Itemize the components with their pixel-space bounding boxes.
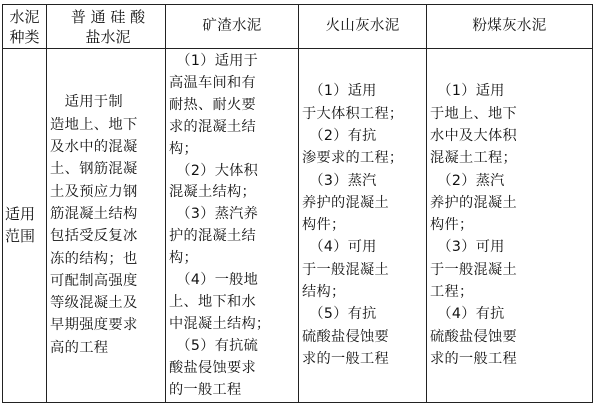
slag-usage-cell xyxy=(166,49,299,403)
portland-usage-cell xyxy=(47,49,166,403)
pozzolan-usage-cell xyxy=(299,49,427,403)
header-pozzolan xyxy=(299,5,427,49)
header-slag xyxy=(166,5,299,49)
flyash-usage-cell xyxy=(427,49,593,403)
pozzolan-usage-text: （1）适用 于大体积工程； （2）有抗 渗要求的工程； （3）蒸汽 养护的混凝土 构件； （4）可用 于一般混凝土 结构； （5）有抗 硫酸盐侵蚀要 求的一般工程 xyxy=(302,83,404,367)
header-portland xyxy=(47,5,166,49)
header-cement-type-label: 水泥 种类 xyxy=(9,7,40,46)
header-portland-label: 普 通 硅 酸 盐水泥 xyxy=(70,7,146,46)
cement-comparison-table xyxy=(2,4,593,403)
table-row-application xyxy=(3,49,593,403)
flyash-usage-text: （1）适用 于地上、地下 水中及大体积 混凝土工程； （2）蒸汽 养护的混凝土 构件； （3）可用 于一般混凝土 工程； （4）有抗 硫酸盐侵蚀要 求的一般工程 xyxy=(430,83,517,367)
header-slag-label: 矿渣水泥 xyxy=(202,18,262,35)
header-pozzolan-label: 火山灰水泥 xyxy=(325,18,400,35)
row-label-application: 适用 范围 xyxy=(5,205,36,246)
header-flyash-label: 粉煤灰水泥 xyxy=(472,18,547,35)
header-flyash xyxy=(427,5,593,49)
portland-usage-text: 适用于制 造地上、地下 及水中的混凝 土、钢筋混凝 土及预应力钢 筋混凝土结构 包括受反复冰 冻的结构；也 可配制高强度 等级混凝土及 早期强度要求 高的工程 xyxy=(50,94,138,356)
row-label-cell xyxy=(3,49,47,403)
table-header-row xyxy=(3,5,593,49)
header-cement-type xyxy=(3,5,47,49)
slag-usage-text: （1）适用于 高温车间和有 耐热、耐火要 求的混凝土结 构； （2）大体积 混凝土结构； （3）蒸汽养 护的混凝土结 构； （4）一般地 上、地下和水 中混凝土结构； （5）有抗硫 酸盐侵蚀要求 的一般工程 xyxy=(169,53,271,398)
